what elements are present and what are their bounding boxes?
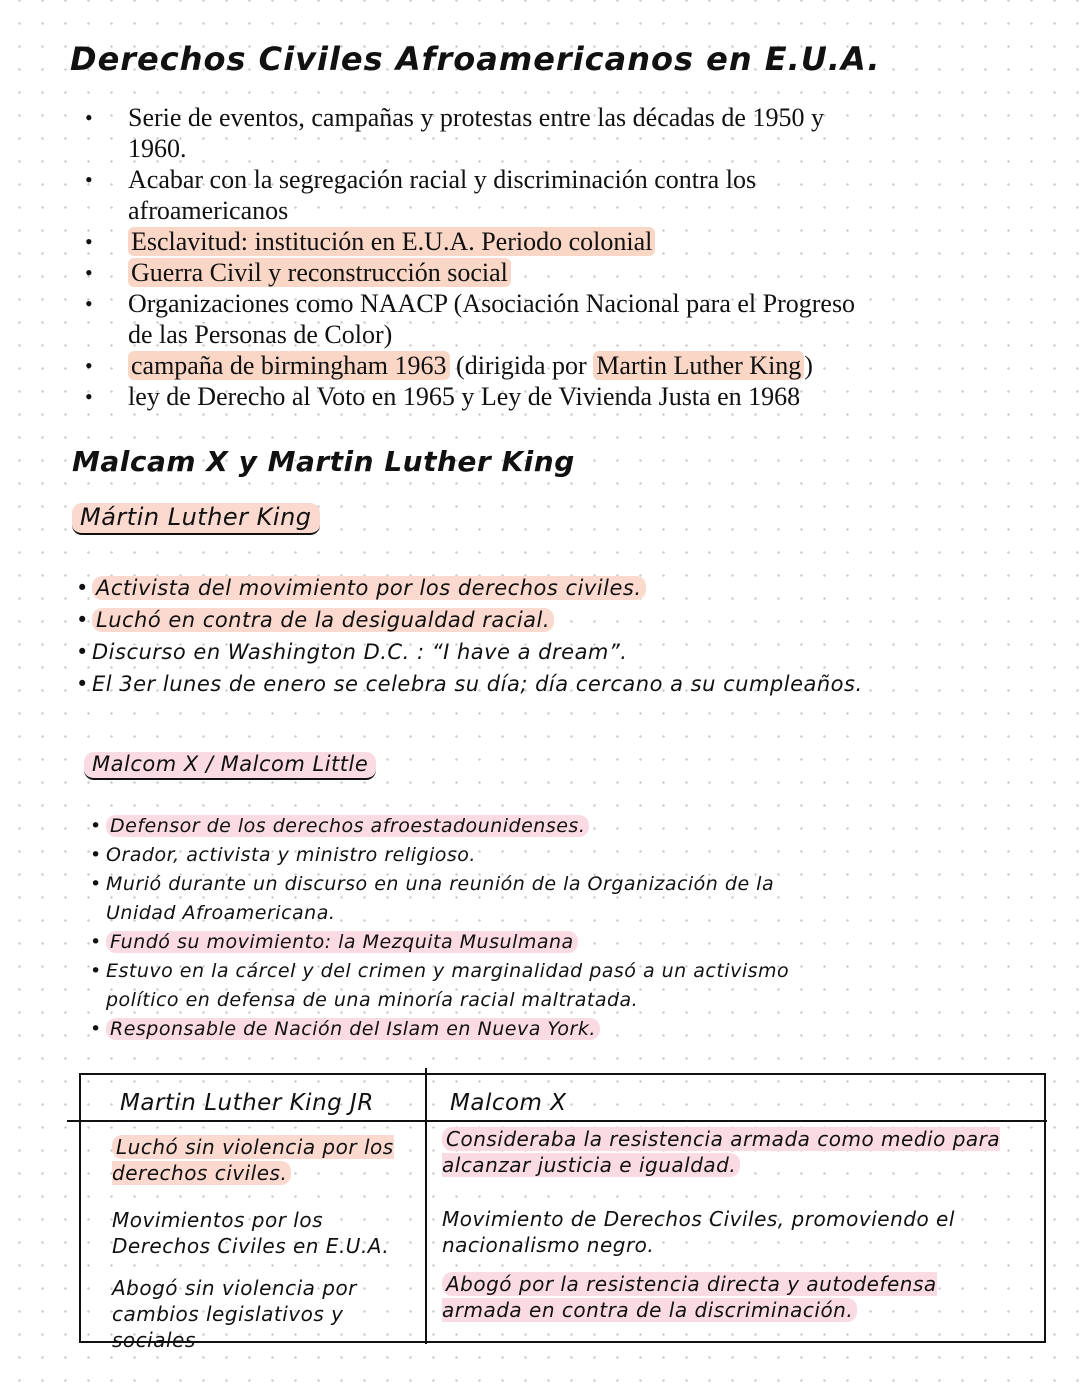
table-cell — [442, 1126, 1002, 1178]
cell-text: Luchó sin violencia por los derechos civiles. — [112, 1135, 394, 1185]
list-item — [76, 572, 976, 604]
bullet-text: ley de Derecho al Voto en 1965 y Ley de Vivienda Justa en 1968 — [128, 382, 801, 411]
list-item — [85, 350, 885, 381]
list-item — [76, 668, 976, 700]
table-cell — [112, 1275, 402, 1353]
list-item — [85, 164, 885, 226]
list-item — [90, 870, 790, 928]
note-text: Responsable de Nación del Islam en Nueva York. — [106, 1018, 600, 1040]
malcolm-heading-wrap — [84, 752, 376, 776]
cell-text: Movimientos por los Derechos Civiles en E.U.A. — [112, 1208, 390, 1258]
mlk-heading-wrap — [72, 503, 320, 531]
page-title: Derechos Civiles Afroamericanos en E.U.A. — [70, 40, 881, 78]
list-item — [90, 1015, 790, 1044]
bullet-text: (dirigida por — [449, 351, 594, 380]
cell-text: Abogó sin violencia por cambios legislativos y sociales — [112, 1276, 357, 1352]
table-column-divider — [425, 1068, 427, 1344]
bullet-text: Acabar con la segregación racial y discriminación contra los afroamericanos — [128, 165, 757, 225]
note-text: Discurso en Washington D.C. : “I have a dream”. — [92, 640, 628, 664]
cell-text: Movimiento de Derechos Civiles, promoviendo el nacionalismo negro. — [442, 1207, 955, 1257]
section-title: Malcam X y Martin Luther King — [72, 445, 575, 478]
cell-text: Consideraba la resistencia armada como medio para alcanzar justicia e igualdad. — [442, 1127, 1001, 1177]
table-cell — [112, 1207, 397, 1259]
mlk-notes — [76, 572, 976, 700]
malcolm-heading: Malcom X / Malcom Little — [84, 752, 376, 780]
note-text: Defensor de los derechos afroestadounidenses. — [106, 815, 589, 837]
list-item — [76, 636, 976, 668]
list-item — [85, 226, 885, 257]
list-item — [85, 257, 885, 288]
list-item — [85, 288, 885, 350]
list-item — [90, 841, 790, 870]
table-header-mlk: Martin Luther King JR — [120, 1090, 374, 1116]
highlighted-bullet-text: campaña de birmingham 1963 — [128, 351, 450, 380]
table-header-divider — [67, 1120, 1047, 1122]
list-item — [90, 812, 790, 841]
note-text: Orador, activista y ministro religioso. — [106, 844, 476, 866]
highlighted-bullet-text: Martin Luther King — [593, 351, 804, 380]
cell-text: Abogó por la resistencia directa y autodefensa armada en contra de la discriminación. — [442, 1272, 937, 1322]
list-item — [85, 102, 885, 164]
list-item — [76, 604, 976, 636]
mlk-heading: Mártin Luther King — [72, 503, 320, 535]
note-text: Estuvo en la cárcel y del crimen y marginalidad pasó a un activismo político en defensa de una minoría racial maltratada. — [106, 960, 790, 1011]
bullet-text: Organizaciones como NAACP (Asociación Nacional para el Progreso de las Personas de Color) — [128, 289, 856, 349]
table-cell — [112, 1134, 397, 1186]
highlighted-bullet-text: Guerra Civil y reconstrucción social — [128, 258, 511, 287]
bullet-text: ) — [804, 351, 813, 380]
note-text: El 3er lunes de enero se celebra su día; día cercano a su cumpleaños. — [92, 672, 863, 696]
list-item — [90, 928, 790, 957]
note-text: Luchó en contra de la desigualdad racial. — [92, 608, 554, 632]
table-cell — [442, 1206, 1002, 1258]
note-text: Fundó su movimiento: la Mezquita Musulmana — [106, 931, 578, 953]
table-header-malcolm: Malcom X — [450, 1090, 567, 1116]
list-item — [85, 381, 885, 412]
note-text: Activista del movimiento por los derechos civiles. — [92, 576, 646, 600]
malcolm-notes — [90, 812, 790, 1044]
list-item — [90, 957, 790, 1015]
highlighted-bullet-text: Esclavitud: institución en E.U.A. Periodo colonial — [128, 227, 655, 256]
bullet-text: Serie de eventos, campañas y protestas entre las décadas de 1950 y 1960. — [128, 103, 824, 163]
table-cell — [442, 1271, 1002, 1323]
note-text: Murió durante un discurso en una reunión de la Organización de la Unidad Afroamericana. — [106, 873, 775, 924]
intro-bullet-list — [85, 102, 885, 412]
